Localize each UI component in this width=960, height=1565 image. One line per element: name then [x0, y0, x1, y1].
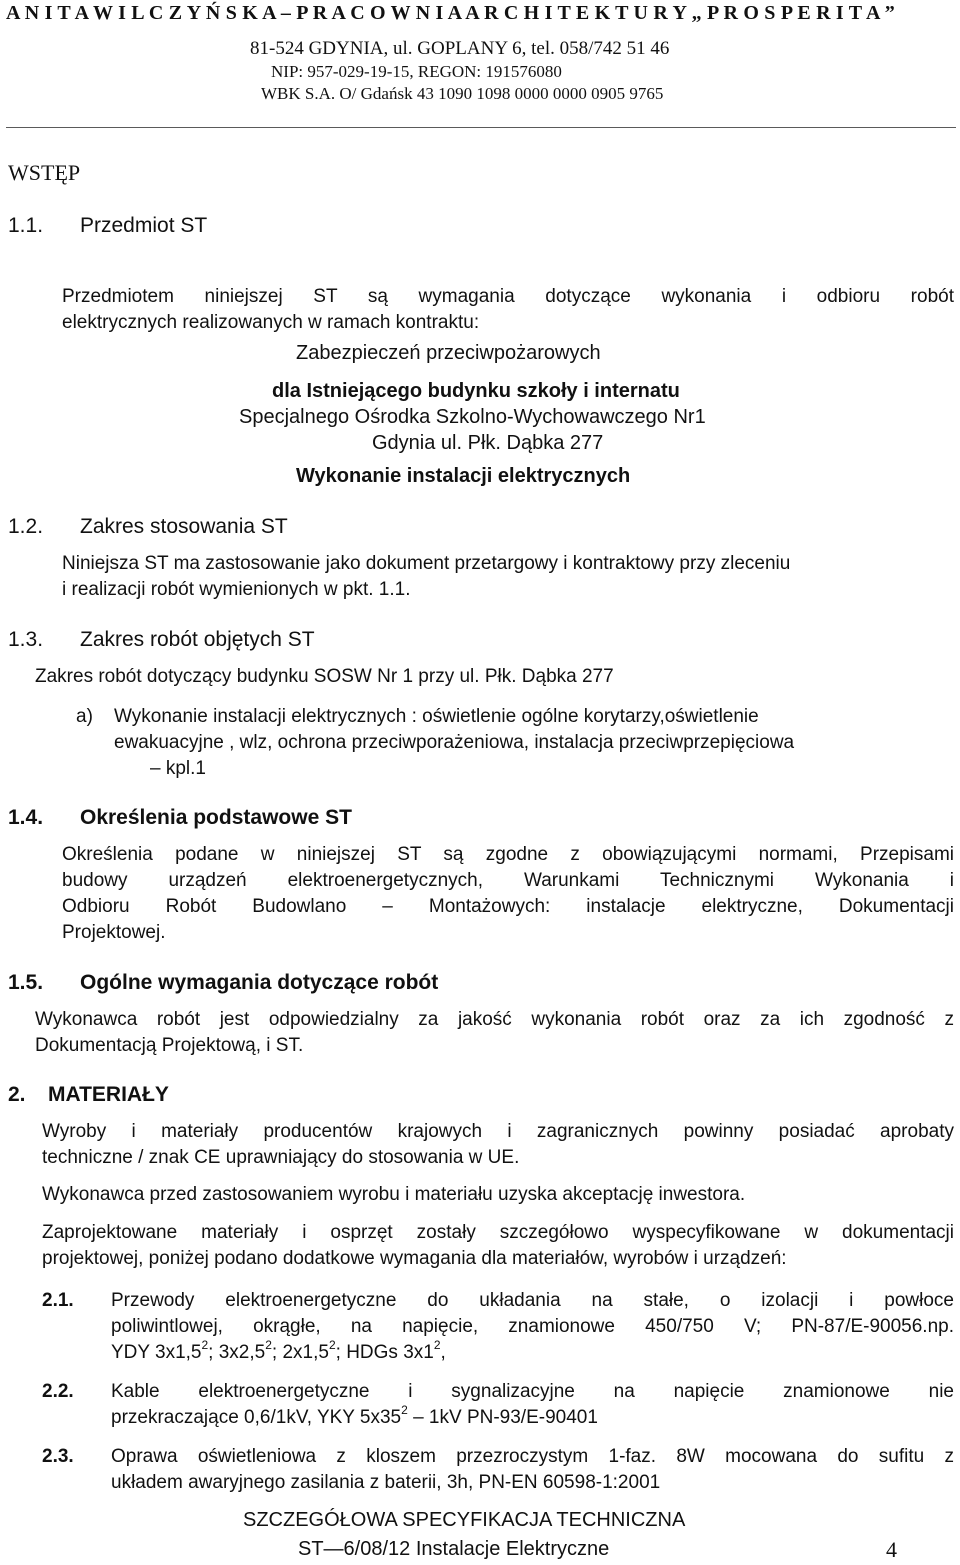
materials-para-2: Wykonawca przed zastosowaniem wyrobu i materiału uzyska akceptację inwestora. [42, 1184, 746, 1205]
list-item-a-line2: ewakuacyjne , wlz, ochrona przeciwporażeniowa, instalacja przeciwprzepięciowa [114, 732, 795, 753]
paragraph-1-5-line1: Wykonawca robót jest odpowiedzialny za jakość wykonania robót oraz za ich zgodność z [35, 1009, 954, 1030]
project-line-3: Specjalnego Ośrodka Szkolno-Wychowawczego Nr1 [239, 406, 706, 428]
company-address: 81-524 GDYNIA, ul. GOPLANY 6, tel. 058/742 51 46 [250, 38, 670, 59]
list-item-a-line3: – kpl.1 [150, 758, 206, 779]
section-heading-2: MATERIAŁY [48, 1083, 169, 1106]
section-heading-1-2: Zakres stosowania ST [80, 515, 288, 538]
project-line-4: Gdynia ul. Płk. Dąbka 277 [372, 432, 604, 454]
item-number-2-2: 2.2. [42, 1381, 74, 1402]
project-line-5: Wykonanie instalacji elektrycznych [296, 465, 631, 487]
item-2-1-line3 [111, 1337, 446, 1366]
cable-type-2x1-5: ; 2x1,5 [271, 1342, 329, 1363]
cable-type-3x2-5: ; 3x2,5 [208, 1342, 266, 1363]
scope-text-1-3: Zakres robót dotyczący budynku SOSW Nr 1 przy ul. Płk. Dąbka 277 [35, 666, 614, 687]
list-marker-a: a) [76, 706, 93, 727]
superscript: 2 [201, 1337, 209, 1352]
paragraph-1-4-line1: Określenia podane w niniejszej ST są zgodne z obowiązującymi normami, Przepisami [62, 844, 954, 865]
cable-type-yky: przekraczające 0,6/1kV, YKY 5x35 [111, 1407, 402, 1428]
paragraph-1-4-line3: Odbioru Robót Budowlano – Montażowych: instalacje elektryczne, Dokumentacji [62, 896, 954, 917]
section-number-1-4: 1.4. [8, 806, 44, 829]
materials-para-3-line2: projektowej, poniżej podano dodatkowe wymagania dla materiałów, wyrobów i urządzeń: [42, 1248, 787, 1269]
cable-type-hdgs: ; HDGs 3x1 [335, 1342, 434, 1363]
item-number-2-3: 2.3. [42, 1446, 74, 1467]
section-heading-1-1: Przedmiot ST [80, 214, 208, 237]
page-number: 4 [886, 1537, 897, 1562]
cable-type-ydy: YDY 3x1,5 [111, 1342, 202, 1363]
header-divider [6, 127, 956, 128]
superscript: 2 [401, 1402, 408, 1417]
paragraph-1-4-line2: budowy urządzeń elektroenergetycznych, Warunkami Technicznymi Wykonania i [62, 870, 954, 891]
company-bank: WBK S.A. O/ Gdańsk 43 1090 1098 0000 0000 0905 9765 [261, 84, 664, 103]
paragraph-1-4-line4: Projektowej. [62, 922, 166, 943]
superscript: 2 [265, 1337, 272, 1352]
section-heading-1-4: Określenia podstawowe ST [80, 806, 352, 829]
materials-para-3-line1: Zaprojektowane materiały i osprzęt zostały szczegółowo wyspecyfikowane w dokumentacji [42, 1222, 954, 1243]
paragraph-1-1-line1: Przedmiotem niniejszej ST są wymagania dotyczące wykonania i odbioru robót [62, 286, 954, 307]
materials-para-1-line1: Wyroby i materiały producentów krajowych i zagranicznych powinny posiadać aprobaty [42, 1121, 954, 1142]
superscript: 2 [328, 1337, 336, 1352]
item-number-2-1: 2.1. [42, 1290, 74, 1311]
item-2-2-line1: Kable elektroenergetyczne i sygnalizacyjne na napięcie znamionowe nie [111, 1381, 954, 1402]
footer-document-code: ST—6/08/12 Instalacje Elektryczne [298, 1538, 610, 1560]
project-line-2: dla Istniejącego budynku szkoły i internatu [272, 380, 680, 402]
item-2-1-line2: poliwintlowej, okrągłe, na napięcie, znamionowe 450/750 V; PN-87/E-90056.np. [111, 1316, 954, 1337]
company-name: A N I T A W I L C Z Y Ń S K A – P R A C O W N I A A R C H I T E K T U R Y „ P R O S P E R I T A ” [6, 2, 895, 24]
section-title-intro: WSTĘP [8, 160, 81, 185]
materials-para-1-line2: techniczne / znak CE uprawniający do stosowania w UE. [42, 1147, 520, 1168]
trailing-comma: , [440, 1342, 446, 1363]
item-2-2-line2 [111, 1402, 598, 1431]
item-2-3-line1: Oprawa oświetleniowa z kloszem przezroczystym 1-faz. 8W mocowana do sufitu z [111, 1446, 954, 1467]
item-2-1-line1: Przewody elektroenergetyczne do układania na stałe, o izolacji i powłoce [111, 1290, 954, 1311]
section-heading-1-3: Zakres robót objętych ST [80, 628, 315, 651]
section-number-1-3: 1.3. [8, 628, 44, 651]
project-line-1: Zabezpieczeń przeciwpożarowych [296, 342, 601, 364]
section-number-1-5: 1.5. [8, 971, 44, 994]
superscript: 2 [433, 1337, 441, 1352]
list-item-a-line1: Wykonanie instalacji elektrycznych : oświetlenie ogólne korytarzy,oświetlenie [114, 706, 759, 727]
section-heading-1-5: Ogólne wymagania dotyczące robót [80, 971, 439, 994]
cable-standard: – 1kV PN-93/E-90401 [407, 1407, 598, 1428]
section-number-2: 2. [8, 1083, 26, 1106]
paragraph-1-2-line2: i realizacji robót wymienionych w pkt. 1.1. [62, 579, 411, 600]
paragraph-1-5-line2: Dokumentacją Projektową, i ST. [35, 1035, 304, 1056]
paragraph-1-2-line1: Niniejsza ST ma zastosowanie jako dokument przetargowy i kontraktowy przy zleceniu [62, 553, 791, 574]
footer-title: SZCZEGÓŁOWA SPECYFIKACJA TECHNICZNA [243, 1509, 686, 1531]
item-2-3-line2: układem awaryjnego zasilania z baterii, 3h, PN-EN 60598-1:2001 [111, 1472, 661, 1493]
paragraph-1-1-line2: elektrycznych realizowanych w ramach kontraktu: [62, 312, 480, 333]
section-number-1-2: 1.2. [8, 515, 44, 538]
company-ids: NIP: 957-029-19-15, REGON: 191576080 [271, 62, 562, 81]
section-number-1-1: 1.1. [8, 214, 44, 237]
